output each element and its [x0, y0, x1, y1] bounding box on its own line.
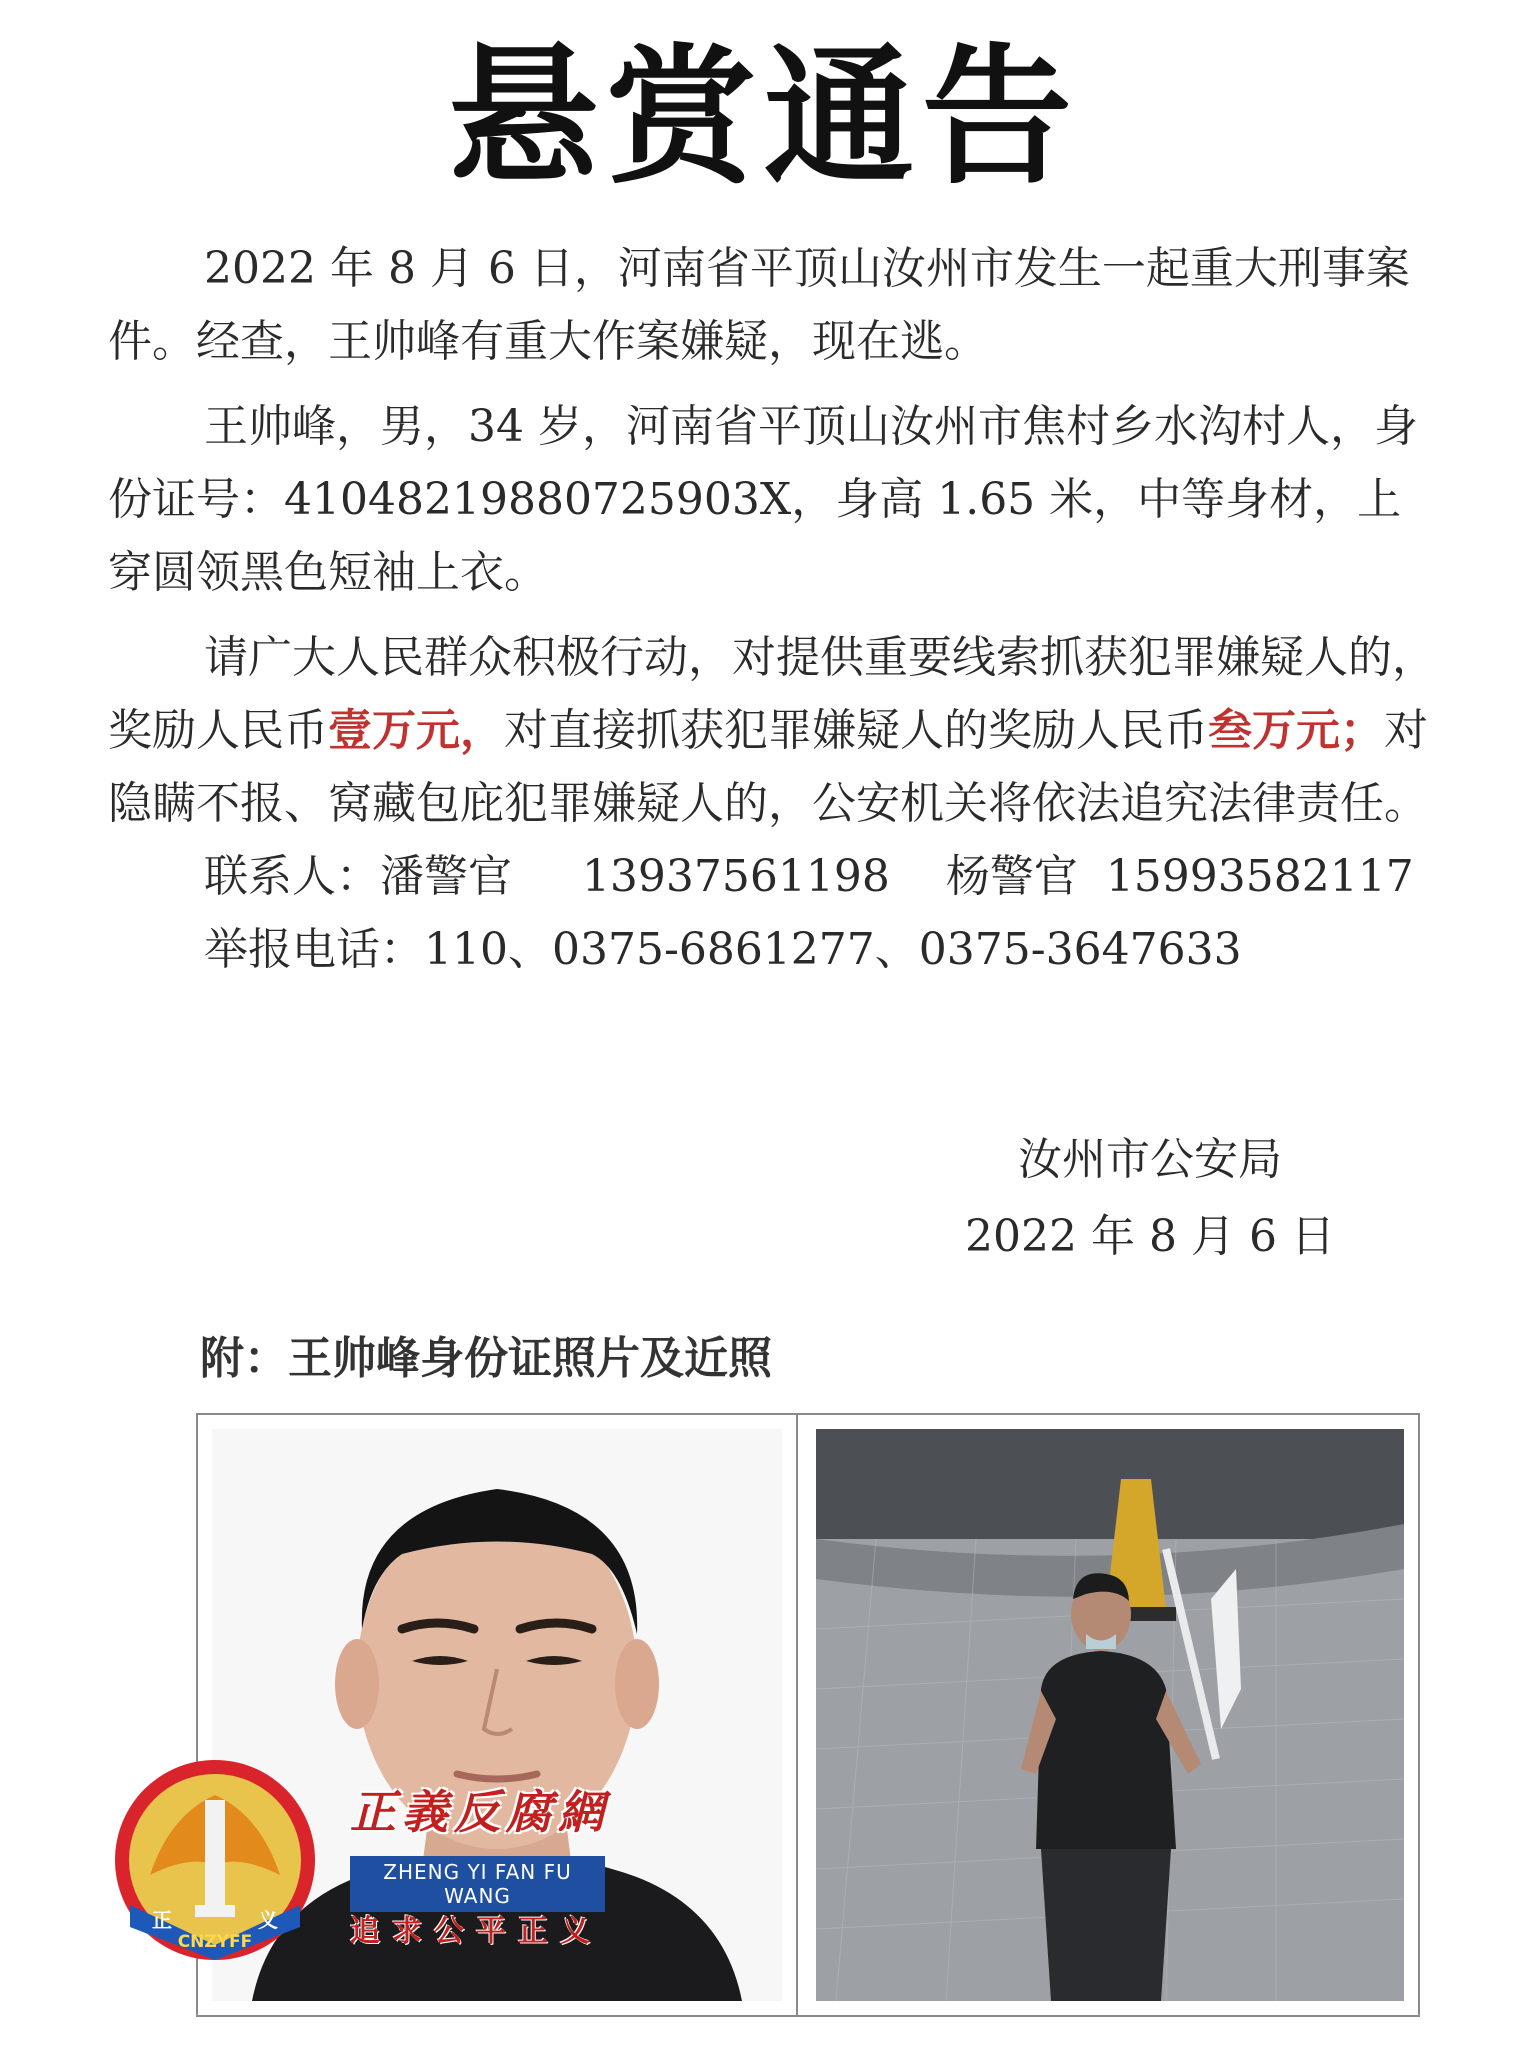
signature-date: 2022 年 8 月 6 日 — [965, 1211, 1335, 1262]
watermark-title: 正義反腐網 — [350, 1785, 610, 1839]
report-line — [108, 913, 1438, 986]
report-label: 举报电话： — [204, 924, 424, 975]
notice-body — [108, 232, 1438, 986]
watermark-logo — [110, 1755, 320, 1965]
reward-amount-2: 叁万元； — [1208, 705, 1384, 756]
contact-label: 联系人： — [204, 851, 380, 902]
notice-title: 悬赏通告 — [447, 31, 1080, 205]
cctv-photo — [816, 1429, 1404, 2001]
photo-divider — [796, 1415, 798, 2015]
watermark-badge-text: CNZYFF — [177, 1932, 253, 1952]
contact-officer-1: 潘警官 — [380, 851, 512, 902]
contact-line — [108, 840, 1438, 913]
watermark-seal-right: 义 — [258, 1908, 278, 1932]
reward-amount-1: 壹万元， — [328, 705, 504, 756]
contact-officer-2: 杨警官 — [945, 851, 1078, 902]
watermark-slogan: 追求公平正义 — [350, 1914, 602, 1949]
annex-caption: 附：王帅峰身份证照片及近照 — [200, 1333, 772, 1384]
reward-text-c: 对隐瞒不报、窝藏包庇犯罪嫌疑人的，公安机关将依法追究法律责任。 — [108, 705, 1428, 829]
signature-org: 汝州市公安局 — [1018, 1134, 1282, 1185]
contact-phone-2: 15993582117 — [1105, 851, 1414, 902]
reward-text-a: 请广大人民群众积极行动，对提供重要线索抓获犯罪嫌疑人的，奖励人民币 — [108, 632, 1436, 756]
watermark-seal-left: 正 — [152, 1908, 172, 1932]
reward-text-b: 对直接抓获犯罪嫌疑人的奖励人民币 — [504, 705, 1208, 756]
paragraph-suspect: 王帅峰，男，34 岁，河南省平顶山汝州市焦村乡水沟村人，身份证号：41048219880725903X，身高 1.65 米，中等身材，上穿圆领黑色短袖上衣。 — [108, 401, 1418, 598]
watermark-pinyin: ZHENG YI FAN FU WANG — [350, 1856, 605, 1912]
paragraph-incident: 2022 年 8 月 6 日，河南省平顶山汝州市发生一起重大刑事案件。经查，王帅峰有重大作案嫌疑，现在逃。 — [108, 243, 1410, 367]
paragraph-reward — [108, 621, 1438, 840]
contact-phone-1: 13937561198 — [581, 851, 890, 902]
report-numbers: 110、0375-6861277、0375-3647633 — [424, 924, 1242, 975]
